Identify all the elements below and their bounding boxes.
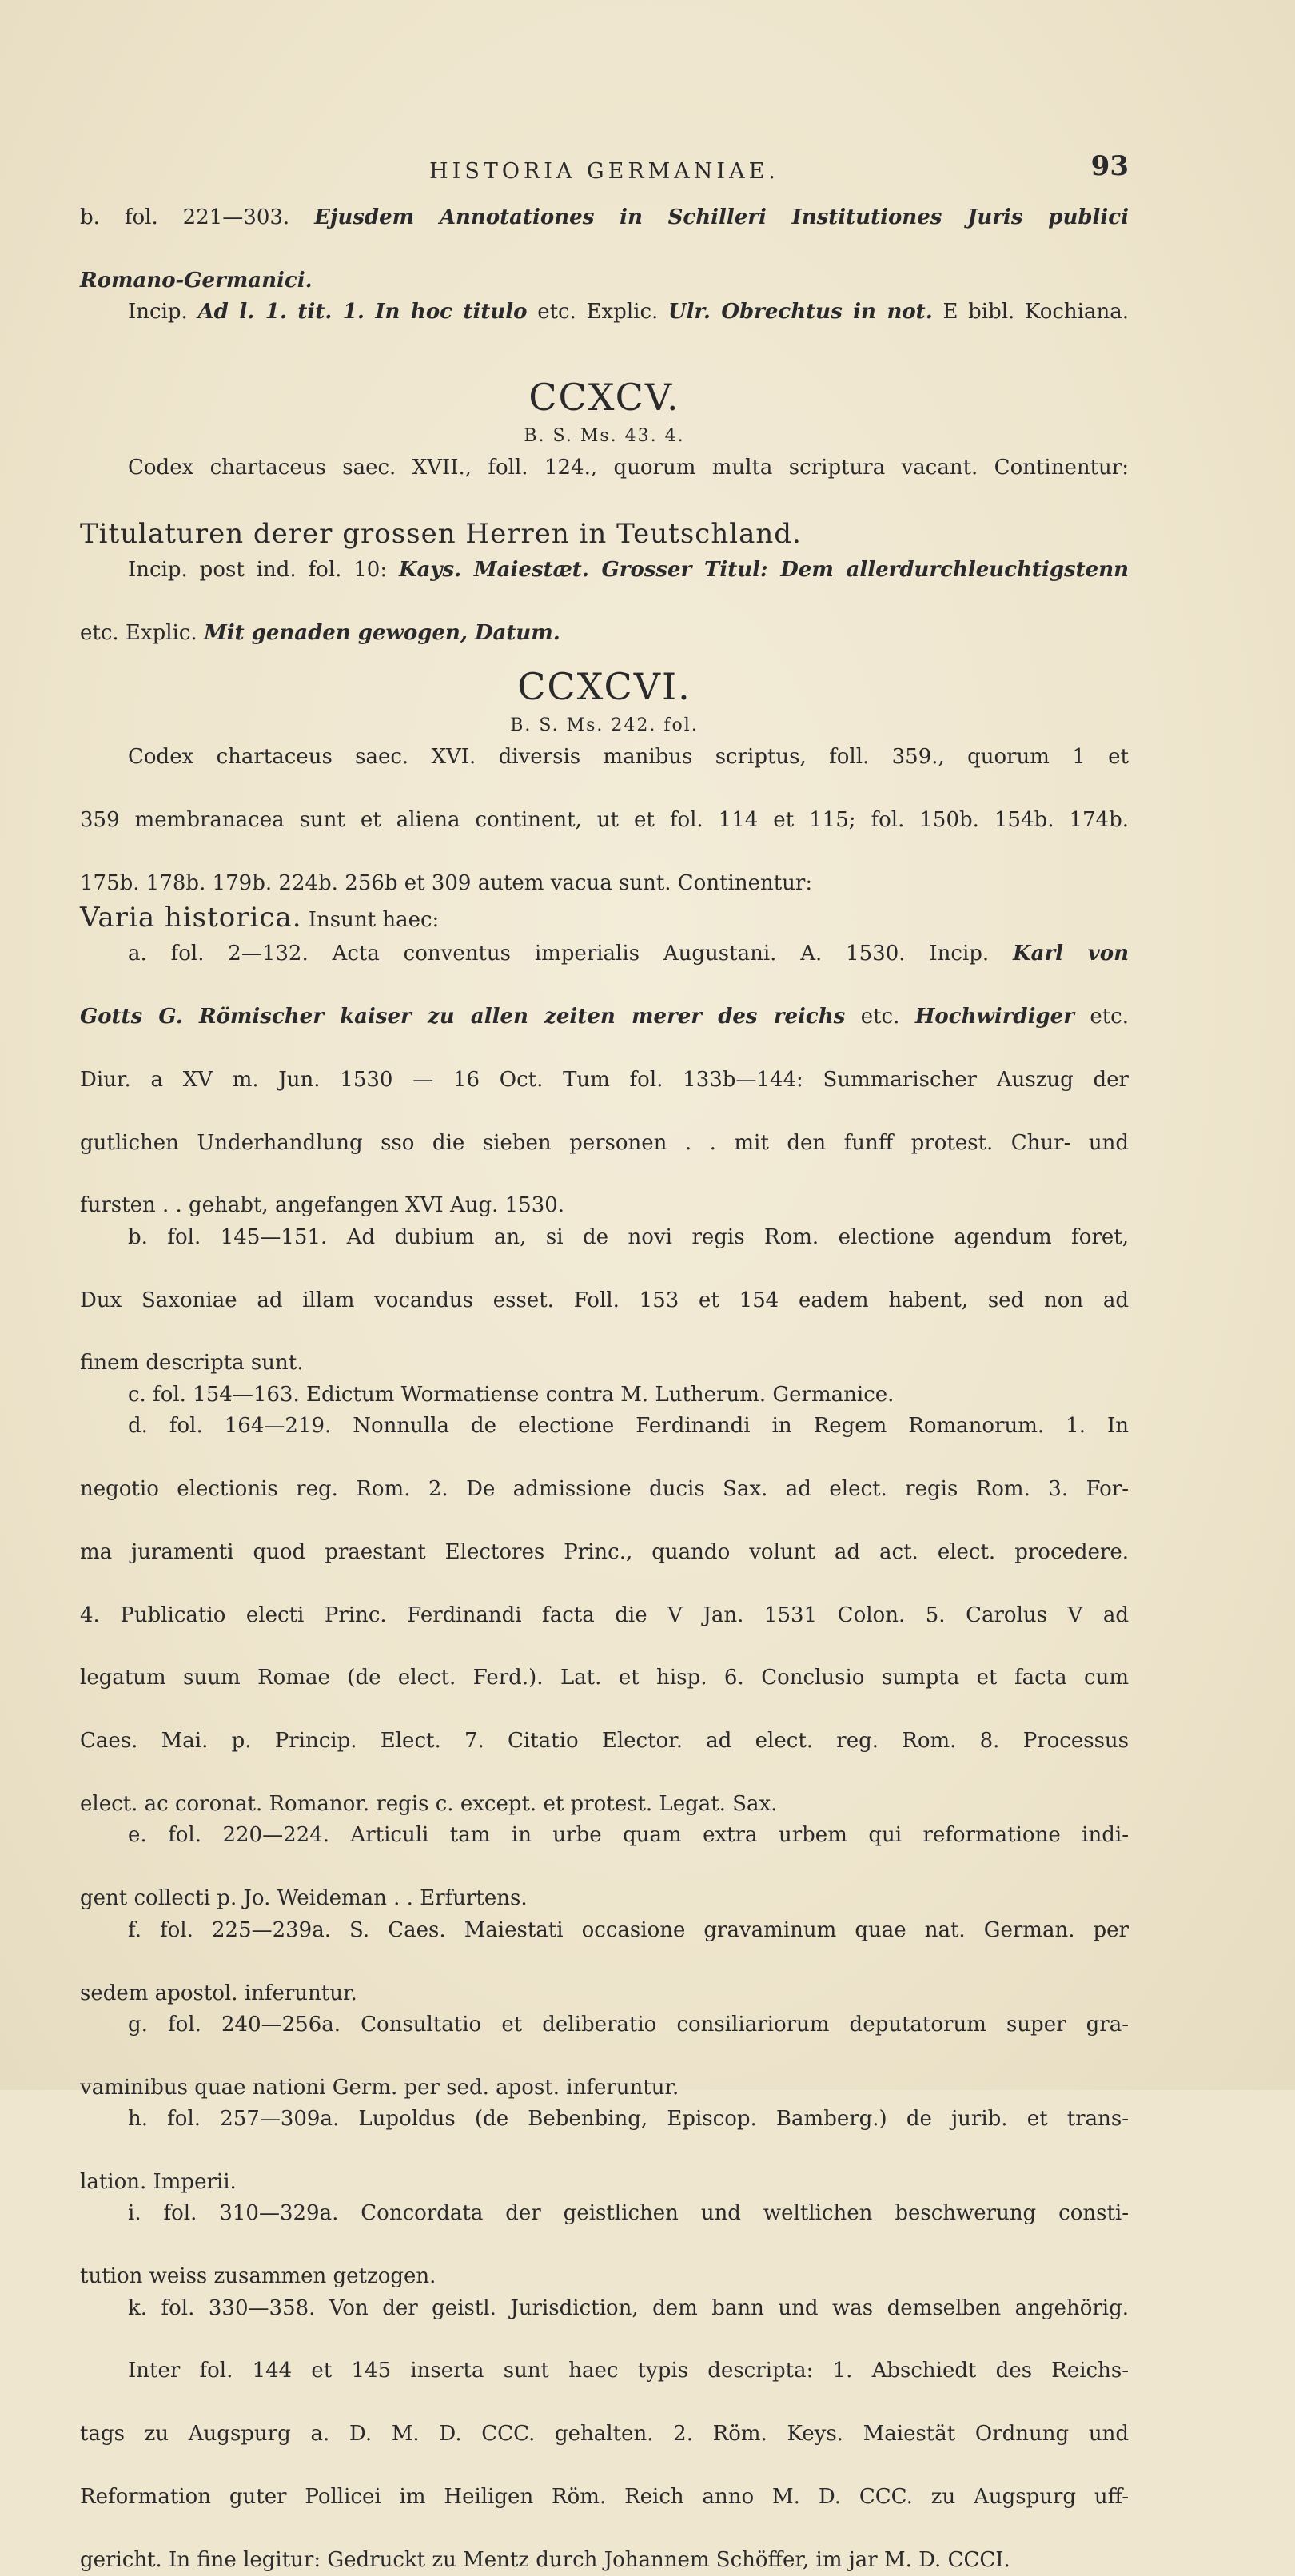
line: Caes. Mai. p. Princip. Elect. 7. Citatio Elector. ad elect. reg. Rom. 8. Processus <box>80 1729 1129 1754</box>
line: tags zu Augspurg a. D. M. D. CCC. gehalten. 2. Röm. Keys. Maiestät Ordnung und <box>80 2422 1129 2447</box>
line: legatum suum Romae (de elect. Ferd.). Lat. et hisp. 6. Conclusio sumpta et facta cum <box>80 1666 1129 1690</box>
running-title: HISTORIA GERMANIAE. <box>429 159 779 184</box>
ref: b. fol. 221—303. <box>80 205 290 229</box>
explic-text: Ulr. Obrechtus in not. <box>667 300 933 324</box>
section-title: CCXCVI. <box>517 665 691 709</box>
line: gutlichen Underhandlung sso die sieben personen . . mit den funff protest. Chur- und <box>80 1130 1129 1155</box>
line: Reformation guter Pollicei im Heiligen Röm. Reich anno M. D. CCC. zu Augspurg uff- <box>80 2485 1129 2509</box>
item-d <box>80 1411 1129 1820</box>
line <box>80 938 1129 1001</box>
italic-text: Hochwirdiger <box>914 1004 1074 1029</box>
shelfmark: B. S. Ms. 43. 4. <box>524 426 685 447</box>
item-b <box>80 1222 1129 1380</box>
line <box>80 516 1129 555</box>
line <box>80 297 1129 360</box>
italic-title: Romano-Germanici. <box>80 268 313 293</box>
item-a <box>80 938 1129 1222</box>
line: gericht. In fine legitur: Gedruckt zu Mentz durch Johannem Schöffer, im jar M. D. CCCI. <box>80 2547 1010 2572</box>
line: c. fol. 154—163. Edictum Wormatiense contra M. Lutherum. Germanice. <box>128 1382 895 1407</box>
line: 359 membranacea sunt et aliena continent, ut et fol. 114 et 115; fol. 150b. 154b. 174b. <box>80 807 1129 832</box>
line: g. fol. 240—256a. Consultatio et deliberatio consiliariorum deputatorum super gra- <box>128 2012 1129 2037</box>
line: ma juramenti quod praestant Electores Princ., quando volunt ad act. elect. procedere. <box>80 1539 1129 1564</box>
line: Codex chartaceus saec. XVII., foll. 124., quorum multa scriptura vacant. Continentur: <box>128 456 1129 480</box>
line: Diur. a XV m. Jun. 1530 — 16 Oct. Tum fol. 133b—144: Summarischer Auszug der <box>80 1067 1129 1092</box>
line: h. fol. 257—309a. Lupoldus (de Bebenbing, Episcop. Bamberg.) de jurib. et trans- <box>128 2107 1129 2132</box>
item-g <box>80 2009 1129 2104</box>
line: d. fol. 164—219. Nonnulla de electione Ferdinandi in Regem Romanorum. 1. In <box>128 1414 1129 1439</box>
source-text: E bibl. Kochiana. <box>942 300 1129 324</box>
incip-text: Ad l. 1. tit. 1. In hoc titulo <box>197 300 528 324</box>
line <box>80 618 1129 649</box>
section-ccxcv <box>80 374 1129 649</box>
shelfmark: B. S. Ms. 242. fol. <box>510 715 699 736</box>
line <box>80 202 1129 265</box>
line <box>80 265 1129 297</box>
text: etc. <box>860 1004 900 1029</box>
work-title: Varia historica. <box>80 902 302 934</box>
item-f <box>80 1915 1129 2009</box>
section-title: CCXCV. <box>528 376 680 420</box>
incip-label: Incip. post ind. fol. 10: <box>128 557 388 582</box>
line: Inter fol. 144 et 145 inserta sunt haec typis descripta: 1. Abschiedt des Reichs- <box>128 2359 1129 2383</box>
line: f. fol. 225—239a. S. Caes. Maiestati occasione gravaminum quae nat. German. per <box>128 1917 1129 1942</box>
line: b. fol. 145—151. Ad dubium an, si de novi regis Rom. electione agendum foret, <box>128 1224 1129 1249</box>
line: lation. Imperii. <box>80 2169 237 2194</box>
item-h <box>80 2104 1129 2198</box>
line: 4. Publicatio electi Princ. Ferdinandi facta die V Jan. 1531 Colon. 5. Carolus V ad <box>80 1603 1129 1627</box>
line: sedem apostol. inferuntur. <box>80 1981 357 2005</box>
explic-label: etc. Explic. <box>80 620 197 645</box>
item-e <box>80 1820 1129 1914</box>
item-i <box>80 2198 1129 2292</box>
line: i. fol. 310—329a. Concordata der geistlichen und weltlichen beschwerung consti- <box>128 2201 1129 2226</box>
line: negotio electionis reg. Rom. 2. De admissione ducis Sax. ad elect. regis Rom. 3. For- <box>80 1477 1129 1501</box>
line: vaminibus quae nationi Germ. per sed. apost. inferuntur. <box>80 2075 679 2100</box>
italic-text: Karl von <box>1013 942 1130 966</box>
text: etc. <box>1090 1004 1130 1029</box>
line: Dux Saxoniae ad illam vocandus esset. Foll. 153 et 154 eadem habent, sed non ad <box>80 1288 1129 1312</box>
text: a. fol. 2—132. Acta conventus imperialis Augustani. A. 1530. Incip. <box>128 942 990 966</box>
work-title: Titulaturen derer grossen Herren in Teutschland. <box>80 517 802 550</box>
italic-text: Gotts G. Römischer kaiser zu allen zeiten merer des reichs <box>80 1004 846 1029</box>
italic-title: Ejusdem Annotationes in Schilleri Institutiones Juris publici <box>314 205 1130 229</box>
line <box>80 1001 1129 1065</box>
content <box>80 150 1130 2576</box>
line: 175b. 178b. 179b. 224b. 256b et 309 autem vacua sunt. Continentur: <box>80 870 813 895</box>
running-head <box>80 150 1129 202</box>
line: k. fol. 330—358. Von der geistl. Jurisdiction, dem bann und was demselben angehörig. <box>128 2295 1129 2320</box>
line: elect. ac coronat. Romanor. regis c. except. et protest. Legat. Sax. <box>80 1792 778 1817</box>
line: gent collecti p. Jo. Weideman . . Erfurtens. <box>80 1886 528 1911</box>
etc-text: etc. Explic. <box>537 300 659 324</box>
inter-note <box>80 2355 1129 2576</box>
line: Codex chartaceus saec. XVI. diversis manibus scriptus, foll. 359., quorum 1 et <box>128 745 1129 770</box>
item-c <box>80 1380 1129 1411</box>
line: finem descripta sunt. <box>80 1351 304 1376</box>
insunt-text: Insunt haec: <box>308 908 440 933</box>
item-k <box>80 2293 1129 2356</box>
line: fursten . . gehabt, angefangen XVI Aug. 1530. <box>80 1193 565 1218</box>
page-number: 93 <box>1090 150 1129 182</box>
explic-text: Mit genaden gewogen, Datum. <box>203 620 560 645</box>
line: tution weiss zusammen getzogen. <box>80 2264 436 2289</box>
line <box>80 555 1129 618</box>
incip-label: Incip. <box>128 300 188 324</box>
section-ccxcvi <box>80 663 1129 2576</box>
line <box>80 899 1129 938</box>
incip-text: Kays. Maiestæt. Grosser Titul: Dem allerdurchleuchtigstenn <box>398 557 1129 582</box>
line: e. fol. 220—224. Articuli tam in urbe quam extra urbem qui reformatione indi- <box>128 1823 1129 1848</box>
entry-top <box>80 202 1129 360</box>
